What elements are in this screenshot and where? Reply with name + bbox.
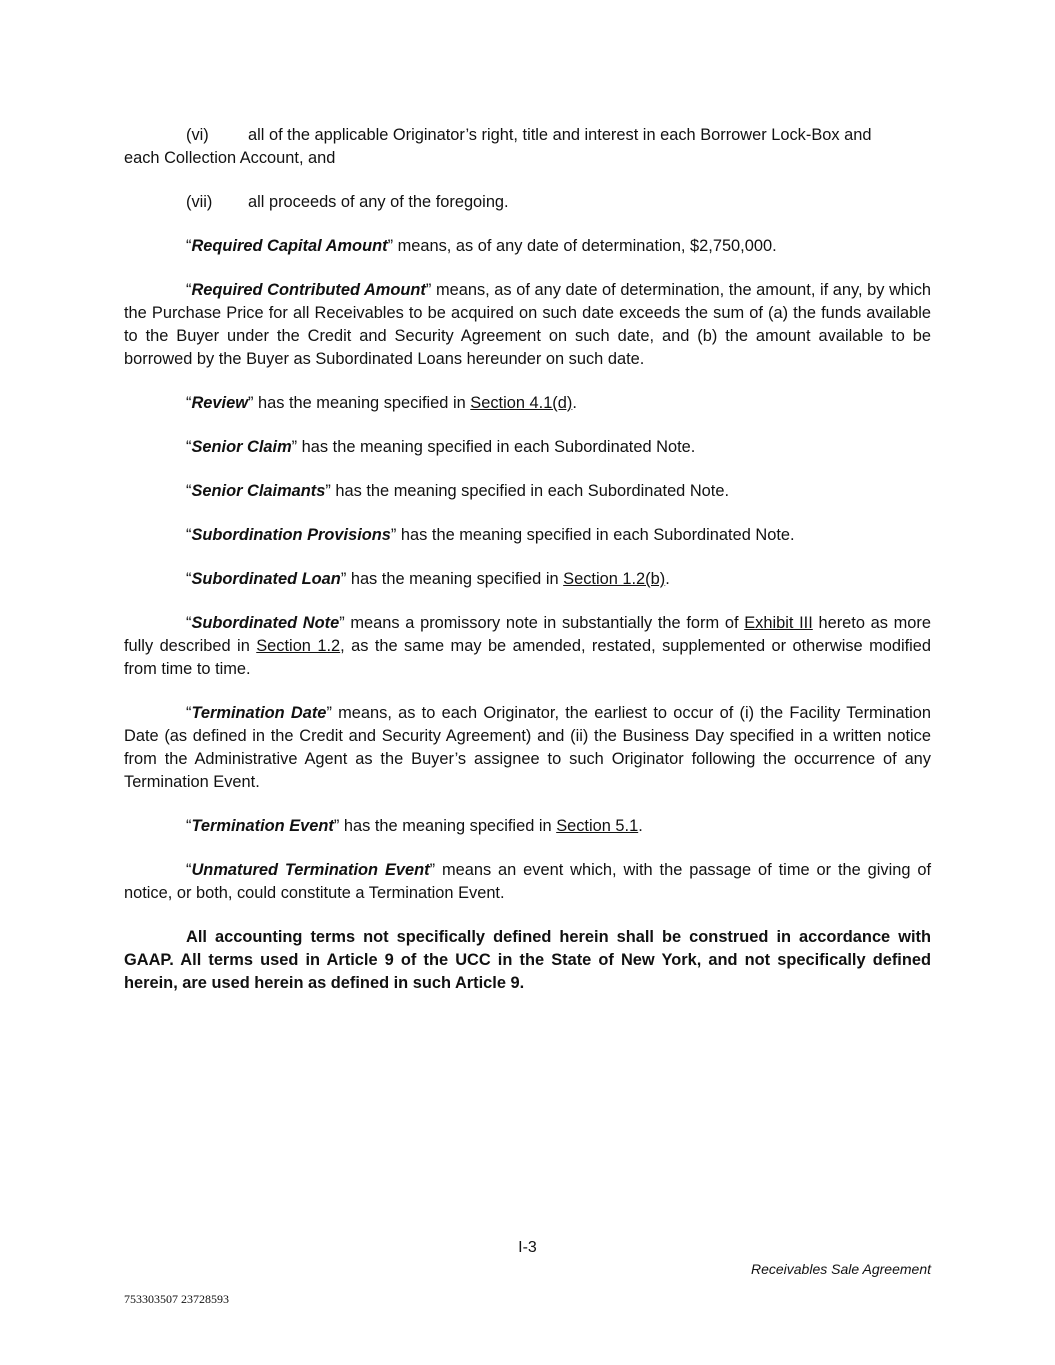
defined-term: Subordinated Loan (191, 570, 341, 588)
definition-subordinated-loan: “Subordinated Loan” has the meaning specified in Section 1.2(b). (186, 570, 670, 588)
section-reference-link[interactable]: Section 1.2 (256, 637, 341, 655)
defined-term: Termination Event (191, 817, 334, 835)
clause-number: (vi) (186, 126, 209, 144)
footer-document-title: Receivables Sale Agreement (750, 1261, 931, 1277)
section-reference-link[interactable]: Section 5.1 (556, 817, 639, 835)
definition-review: “Review” has the meaning specified in Section 4.1(d). (186, 394, 577, 412)
defined-term: Required Capital Amount (191, 237, 388, 255)
closing-paragraph: All accounting terms not specifically defined herein shall be construed in accordance with GAAP. All terms used in Article 9 of the UCC in the State of New York, and not specifically defined herein, are used herein as defined in such Article 9. (124, 928, 931, 992)
defined-term: Unmatured Termination Event (191, 861, 430, 879)
exhibit-reference-link[interactable]: Exhibit III (744, 614, 813, 632)
defined-term: Subordinated Note (191, 614, 340, 632)
definition-senior-claim: “Senior Claim” has the meaning specified in each Subordinated Note. (186, 438, 696, 456)
page-number: I-3 (518, 1239, 537, 1256)
definition-unmatured-termination-event: “Unmatured Termination Event” means an event which, with the passage of time or the giving of notice, or both, could constitute a Termination Event. (124, 861, 931, 902)
defined-term: Senior Claimants (191, 482, 326, 500)
defined-term: Termination Date (191, 704, 327, 722)
clause-text: all proceeds of any of the foregoing. (248, 193, 509, 211)
definition-termination-event: “Termination Event” has the meaning specified in Section 5.1. (186, 817, 643, 835)
definition-subordinated-note: “Subordinated Note” means a promissory note in substantially the form of Exhibit III hereto as more fully described in Section 1.2, as the same may be amended, restated, supplemented or otherwise modified from time to time. (124, 614, 932, 678)
clause-number: (vii) (186, 193, 213, 211)
document-body (124, 124, 931, 1016)
definition-senior-claimants: “Senior Claimants” has the meaning specified in each Subordinated Note. (186, 482, 730, 500)
clause-vi-continuation: each Collection Account, and (124, 149, 336, 167)
defined-term: Required Contributed Amount (191, 281, 426, 299)
defined-term: Review (191, 394, 248, 412)
definition-subordination-provisions: “Subordination Provisions” has the meaning specified in each Subordinated Note. (186, 526, 795, 544)
defined-term: Senior Claim (191, 438, 292, 456)
section-reference-link[interactable]: Section 1.2(b) (563, 570, 666, 588)
clause-vii (124, 191, 931, 214)
definition-termination-date: “Termination Date” means, as to each Originator, the earliest to occur of (i) the Facility Termination Date (as defined in the Credit and Security Agreement) and (ii) the Business Day specified in a written notice from the Administrative Agent as the Buyer’s assignee to such Originator following the occurrence of any Termination Event. (124, 704, 931, 791)
clause-vi (124, 124, 931, 147)
footer-document-id: 753303507 23728593 (124, 1292, 229, 1306)
defined-term: Subordination Provisions (191, 526, 391, 544)
clause-text: all of the applicable Originator’s right, title and interest in each Borrower Lock-Box and (248, 126, 872, 144)
definition-required-capital-amount: “Required Capital Amount” means, as of any date of determination, $2,750,000. (186, 237, 777, 255)
section-reference-link[interactable]: Section 4.1(d) (470, 394, 573, 412)
definition-required-contributed-amount: “Required Contributed Amount” means, as of any date of determination, the amount, if any, by which the Purchase Price for all Receivables to be acquired on such date exceeds the sum of (a) the funds available to the Buyer under the Credit and Security Agreement on such date, and (b) the amount available to be borrowed by the Buyer as Subordinated Loans hereunder on such date. (124, 281, 932, 368)
